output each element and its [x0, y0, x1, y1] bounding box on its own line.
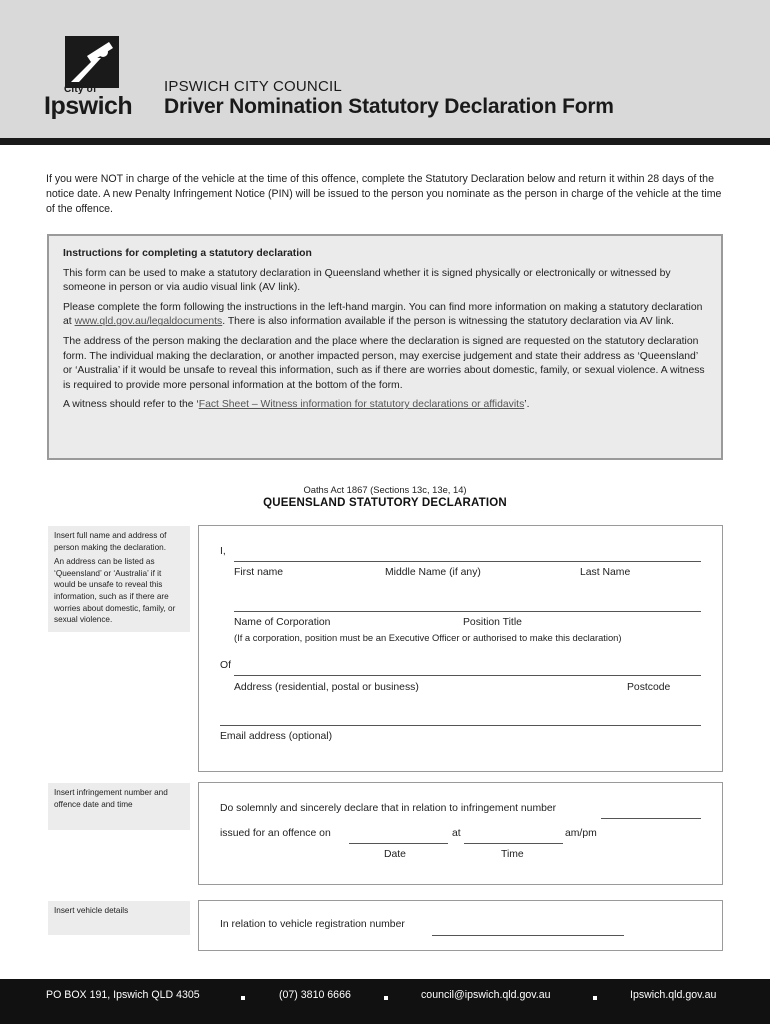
registration-text: In relation to vehicle registration number: [220, 919, 405, 930]
declare-text: Do solemnly and sincerely declare that in relation to infringement number: [220, 803, 557, 814]
side-note-vehicle: [48, 901, 190, 935]
side-note-name-address: [48, 526, 190, 632]
instructions-paragraph-3: The address of the person making the declaration and the place where the declaration is signed are requested on the statutory declaration form. The individual making the declaration, or another impacted person, may exercise judgement and state their address as ‘Queensland’ or ‘Australia’ if it would be unsafe to reveal this information, such as if there are worries about domestic, family, or sexual violence. A witness is required to provide more personal information at the bottom of the form.: [63, 335, 705, 391]
corporation-field[interactable]: [234, 611, 701, 612]
infringement-number-field[interactable]: [601, 818, 701, 819]
name-address-section: [198, 525, 723, 772]
corporation-note: (If a corporation, position must be an Executive Officer or authorised to make this declaration): [234, 632, 622, 643]
issued-text: issued for an offence on: [220, 828, 331, 839]
act-reference: Oaths Act 1867 (Sections 13c, 13e, 14): [303, 484, 467, 495]
instructions-paragraph-4: [63, 398, 707, 413]
side-note-infringement-text: Insert infringement number and offence date and time: [54, 788, 168, 809]
council-logo: [44, 36, 140, 122]
logo-mark-icon: [65, 36, 119, 88]
footer-bullet-3: [593, 991, 597, 1003]
vehicle-section: [198, 900, 723, 951]
postcode-label: Postcode: [627, 682, 671, 693]
first-name-label: First name: [234, 567, 284, 578]
legaldocuments-link[interactable]: www.qld.gov.au/legaldocuments: [74, 316, 223, 328]
intro-text: If you were NOT in charge of the vehicle at the time of this offence, complete the Statutory Declaration below and return it within 28 days of the notice date. A new Penalty Infringement Notice (PIN) will be issued to the person you nominate as the person in charge of the vehicle at the time of the offence.: [46, 173, 722, 215]
side-note-address-text: An address can be listed as ‘Queensland’ or ‘Australia’ if it would be unsafe to reveal this information, such as if there are worries about domestic, family, or sexual violence.: [54, 557, 176, 625]
side-note-name-text: Insert full name and address of person making the declaration.: [54, 531, 167, 552]
logo-name-text: Ipswich: [44, 92, 133, 120]
header-rule: [0, 138, 770, 145]
middle-name-label: Middle Name (if any): [385, 567, 481, 578]
of-label: Of: [220, 660, 231, 671]
instructions-p2-text-a: Please complete the form following the instructions in the left-hand margin. You can find more information on making a statutory declaration at: [63, 301, 703, 328]
date-label: Date: [384, 849, 406, 860]
email-label: Email address (optional): [220, 731, 333, 742]
footer-bullet-2: [384, 991, 388, 1003]
i-label: I,: [220, 546, 226, 557]
footer-email[interactable]: council@ipswich.qld.gov.au: [421, 989, 551, 1001]
time-label: Time: [501, 849, 524, 860]
corporation-label: Name of Corporation: [234, 617, 331, 628]
footer-bullet-1: [241, 991, 245, 1003]
side-note-vehicle-text: Insert vehicle details: [54, 906, 129, 915]
instructions-p2-text-b: . There is also information available if the person is witnessing the statutory declaration via AV link.: [222, 316, 675, 328]
email-field[interactable]: [220, 725, 701, 726]
instructions-paragraph-2: [63, 301, 707, 330]
full-name-field[interactable]: [234, 561, 701, 562]
infringement-section: [198, 782, 723, 885]
declaration-title: QUEENSLAND STATUTORY DECLARATION: [263, 497, 507, 509]
address-label: Address (residential, postal or business): [234, 682, 419, 693]
ampm-text: am/pm: [565, 828, 597, 839]
logo-city-text: City of: [64, 84, 97, 95]
footer: [0, 979, 770, 1024]
side-note-infringement: [48, 783, 190, 830]
footer-website[interactable]: Ipswich.qld.gov.au: [630, 989, 717, 1001]
at-text: at: [452, 828, 461, 839]
footer-phone[interactable]: (07) 3810 6666: [279, 989, 351, 1001]
position-title-label: Position Title: [463, 617, 522, 628]
instructions-paragraph-1: This form can be used to make a statutory declaration in Queensland whether it is signed physically or electronically or witnessed by someone in person or via audio visual link (AV link).: [63, 267, 671, 294]
council-name: IPSWICH CITY COUNCIL: [164, 78, 342, 95]
instructions-p4-text-b: ’.: [524, 399, 530, 411]
fact-sheet-link[interactable]: Fact Sheet – Witness information for statutory declarations or affidavits: [198, 399, 525, 411]
offence-time-field[interactable]: [464, 843, 563, 844]
instructions-heading: Instructions for completing a statutory declaration: [63, 248, 312, 259]
last-name-label: Last Name: [580, 567, 631, 578]
registration-number-field[interactable]: [432, 935, 624, 936]
address-field[interactable]: [234, 675, 701, 676]
footer-address: PO BOX 191, Ipswich QLD 4305: [46, 989, 200, 1001]
instructions-p4-text-a: A witness should refer to the ‘: [63, 399, 199, 411]
instructions-box: [47, 234, 723, 460]
page-title: Driver Nomination Statutory Declaration Form: [164, 95, 614, 118]
offence-date-field[interactable]: [349, 843, 448, 844]
